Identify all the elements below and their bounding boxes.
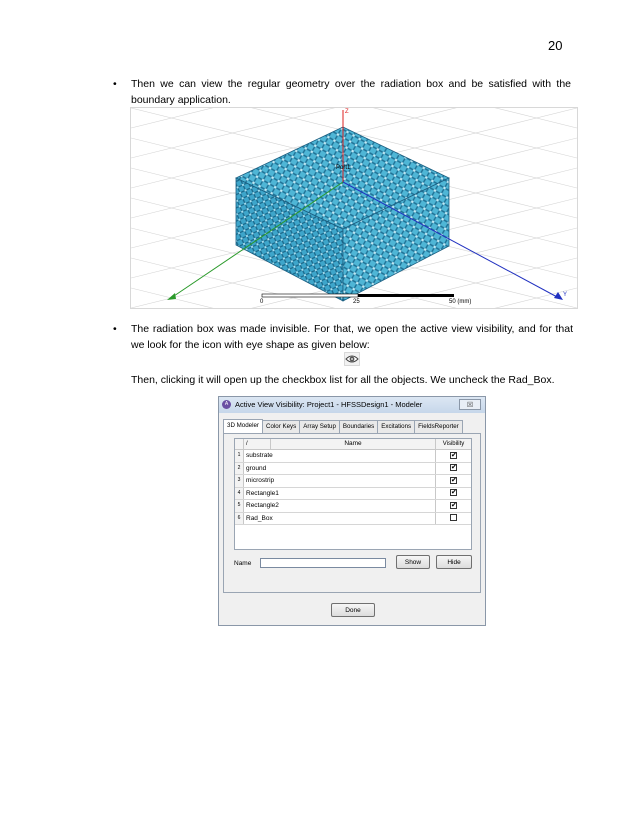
row-name: substrate [244, 450, 436, 462]
visibility-checkbox[interactable]: ✔ [451, 489, 457, 497]
row-index: 2 [235, 463, 244, 475]
row-index: 1 [235, 450, 244, 462]
table-row[interactable] [235, 488, 471, 501]
row-index: 5 [235, 500, 244, 512]
row-name: Rad_Box [244, 513, 436, 525]
header-name[interactable]: Name [271, 439, 436, 449]
paragraph-2: The radiation box was made invisible. For that, we open the active view visibility, and for that we look for the icon with eye shape as given below: [131, 323, 573, 351]
visibility-cell [436, 500, 471, 512]
scale-ruler [262, 294, 454, 297]
close-button[interactable]: ☒ [459, 399, 481, 410]
row-index: 4 [235, 488, 244, 500]
bullet-dot: • [113, 78, 117, 90]
table-row[interactable] [235, 463, 471, 476]
objects-table [234, 438, 472, 550]
origin-label: Port1 [336, 165, 351, 171]
table-header [235, 439, 471, 450]
tab-3d-modeler[interactable]: 3D Modeler [223, 419, 263, 433]
ruler-tick-0: 0 [260, 299, 264, 305]
row-name: Rectangle1 [244, 488, 436, 500]
active-view-visibility-dialog [218, 396, 486, 626]
tab-fields-reporter[interactable]: FieldsReporter [414, 420, 463, 433]
tab-panel [223, 433, 481, 593]
row-index: 6 [235, 513, 244, 525]
tab-boundaries[interactable]: Boundaries [339, 420, 378, 433]
tab-color-keys[interactable]: Color Keys [262, 420, 300, 433]
header-mark: / [244, 439, 271, 449]
row-name: microstrip [244, 475, 436, 487]
visibility-checkbox[interactable]: ✔ [451, 476, 457, 484]
name-label: Name [234, 560, 252, 567]
axis-z-label: Z [345, 109, 349, 115]
hfss-3d-viewport[interactable] [130, 107, 578, 309]
row-name: ground [244, 463, 436, 475]
done-button[interactable]: Done [331, 603, 375, 617]
paragraph-1: Then we can view the regular geometry over the radiation box and be satisfied with the boundary application. [131, 78, 571, 106]
table-row[interactable] [235, 513, 471, 526]
visibility-checkbox[interactable]: ✔ [451, 464, 457, 472]
visibility-cell [436, 488, 471, 500]
bullet-dot: • [113, 323, 117, 335]
visibility-checkbox[interactable]: ✔ [451, 451, 457, 459]
tab-excitations[interactable]: Excitations [377, 420, 415, 433]
visibility-checkbox[interactable] [450, 514, 457, 521]
eye-icon[interactable] [344, 352, 360, 366]
show-button[interactable]: Show [396, 555, 430, 569]
visibility-cell [436, 450, 471, 462]
app-logo-icon: A [222, 400, 231, 409]
viewport-drawing [131, 108, 577, 308]
table-row[interactable] [235, 500, 471, 513]
ruler-tick-50: 50 (mm) [449, 299, 472, 305]
visibility-cell [436, 475, 471, 487]
header-visibility[interactable]: Visibility [442, 441, 465, 447]
axis-y-label: Y [563, 292, 568, 298]
visibility-checkbox[interactable]: ✔ [451, 501, 457, 509]
page-number: 20 [548, 38, 563, 53]
visibility-cell [436, 463, 471, 475]
table-row[interactable] [235, 475, 471, 488]
header-corner [235, 439, 244, 449]
table-row[interactable] [235, 450, 471, 463]
ruler-tick-25: 25 [353, 299, 360, 305]
name-input[interactable] [260, 558, 386, 568]
dialog-titlebar[interactable] [219, 397, 485, 413]
row-name: Rectangle2 [244, 500, 436, 512]
dialog-title: Active View Visibility: Project1 - HFSSDesign1 - Modeler [235, 400, 423, 409]
visibility-cell [436, 513, 471, 525]
row-index: 3 [235, 475, 244, 487]
dialog-tabs [223, 420, 462, 433]
hide-button[interactable]: Hide [436, 555, 472, 569]
tab-array-setup[interactable]: Array Setup [299, 420, 340, 433]
paragraph-3: Then, clicking it will open up the checkbox list for all the objects. We uncheck the Rad_Box. [131, 374, 555, 386]
